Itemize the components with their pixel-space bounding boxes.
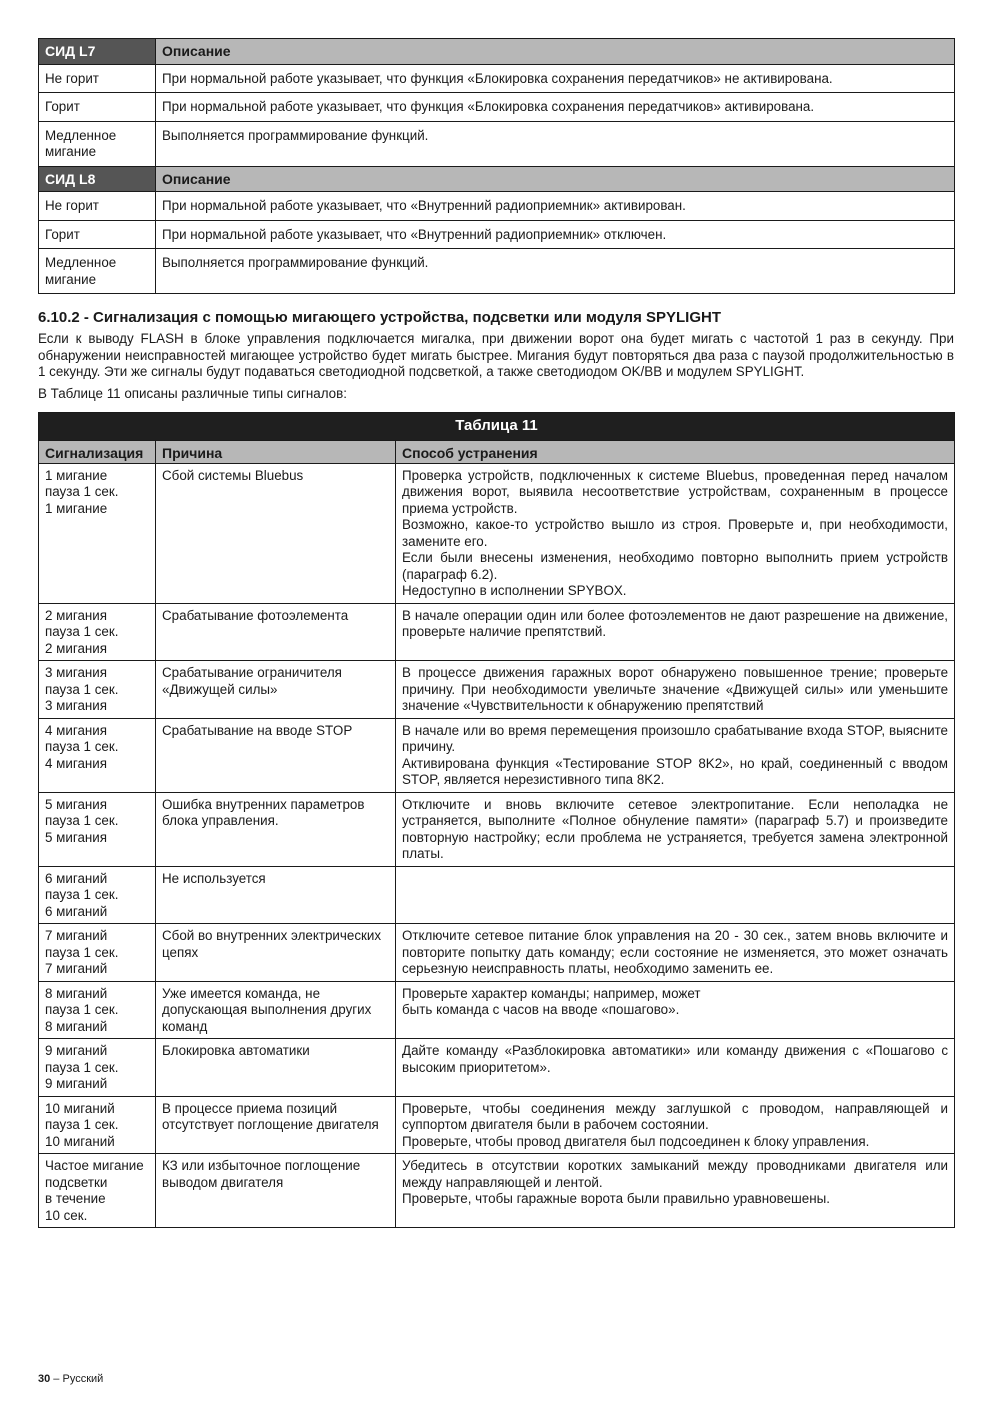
led-description: Выполняется программирование функций. bbox=[156, 121, 955, 166]
remedy-cell bbox=[396, 1154, 955, 1228]
led-row bbox=[39, 93, 955, 122]
cause-cell: Срабатывание на вводе STOP bbox=[156, 718, 396, 792]
page-content bbox=[38, 38, 954, 1228]
remedy-line: Проверьте, чтобы гаражные ворота были правильно уравновешены. bbox=[402, 1191, 830, 1206]
remedy-cell bbox=[396, 1096, 955, 1154]
remedy-cell bbox=[396, 981, 955, 1039]
signal-line: 3 мигания bbox=[45, 698, 108, 713]
signal-line: 6 миганий bbox=[45, 903, 108, 919]
signal-line: 4 мигания bbox=[45, 755, 108, 771]
led-state: Медленное мигание bbox=[39, 249, 156, 294]
led-header-row bbox=[39, 39, 955, 65]
footer-language: Русский bbox=[62, 1373, 104, 1385]
led-header-description: Описание bbox=[156, 39, 955, 65]
remedy-line: Возможно, какое-то устройство вышло из строя. Проверьте и, при необходимости, замените его. bbox=[402, 517, 949, 549]
signal-line: 7 миганий bbox=[45, 961, 108, 976]
led-row bbox=[39, 121, 955, 166]
remedy-cell bbox=[396, 1039, 955, 1097]
signal-cell bbox=[39, 792, 156, 866]
led-description: При нормальной работе указывает, что функция «Блокировка сохранения передатчиков» активирована. bbox=[156, 93, 955, 122]
signal-line: пауза 1 сек. bbox=[45, 739, 119, 754]
page-footer bbox=[38, 1373, 103, 1385]
signal-cell bbox=[39, 718, 156, 792]
signal-line: пауза 1 сек. bbox=[45, 1059, 119, 1075]
signal-line: пауза 1 сек. bbox=[45, 887, 119, 902]
led-row bbox=[39, 64, 955, 93]
remedy-cell bbox=[396, 463, 955, 603]
led-row bbox=[39, 220, 955, 249]
table-row bbox=[39, 1096, 955, 1154]
remedy-line: В процессе движения гаражных ворот обнаружено повышенное трение; проверьте причину. При необходимости увеличьте значение «Движущей силы» или уменьшите значение «Чувствительности к обнаружению препятствий bbox=[402, 665, 949, 713]
led-state: Не горит bbox=[39, 192, 156, 221]
table-row bbox=[39, 1039, 955, 1097]
remedy-line: Проверьте характер команды; например, может bbox=[402, 985, 701, 1001]
signal-line: пауза 1 сек. bbox=[45, 484, 119, 499]
signal-cell bbox=[39, 661, 156, 719]
cause-cell: Сбой во внутренних электрических цепях bbox=[156, 924, 396, 982]
signal-line: 1 мигание bbox=[45, 500, 108, 516]
table-row bbox=[39, 603, 955, 661]
cause-cell: Ошибка внутренних параметров блока управления. bbox=[156, 792, 396, 866]
signal-line: пауза 1 сек. bbox=[45, 681, 119, 697]
section-title: 6.10.2 - Сигнализация с помощью мигающего устройства, подсветки или модуля SPYLIGHT bbox=[38, 309, 721, 326]
remedy-cell bbox=[396, 866, 955, 924]
remedy-cell bbox=[396, 924, 955, 982]
signal-line: 2 мигания bbox=[45, 607, 108, 623]
led-header-description: Описание bbox=[156, 166, 955, 192]
remedy-line: Проверка устройств, подключенных к системе Bluebus, проведенная перед началом движения ворот, выявила несоответствие устройствам, сохраненным в процессе приема устройств. bbox=[402, 467, 949, 516]
remedy-line: Убедитесь в отсутствии коротких замыканий между проводниками двигателя или между направляющей и лентой. bbox=[402, 1158, 949, 1190]
remedy-cell bbox=[396, 661, 955, 719]
table-row bbox=[39, 1154, 955, 1228]
cause-cell: Уже имеется команда, не допускающая выполнения других команд bbox=[156, 981, 396, 1039]
remedy-cell bbox=[396, 718, 955, 792]
signal-line: в течение bbox=[45, 1191, 106, 1206]
led-header-row bbox=[39, 166, 955, 192]
table-row bbox=[39, 661, 955, 719]
signal-line: 8 миганий bbox=[45, 1018, 108, 1034]
remedy-line: Проверьте, чтобы соединения между заглушкой с проводом, направляющей и суппортом двигателя были в рабочем состоянии. bbox=[402, 1100, 949, 1132]
signal-line: 4 мигания bbox=[45, 722, 108, 738]
table-11 bbox=[38, 412, 955, 1228]
signal-line: пауза 1 сек. bbox=[45, 944, 119, 960]
remedy-line: быть команда с часов на вводе «пошагово». bbox=[402, 1002, 680, 1017]
signal-line: 9 миганий bbox=[45, 1043, 108, 1058]
led-description: При нормальной работе указывает, что функция «Блокировка сохранения передатчиков» не активирована. bbox=[156, 64, 955, 93]
column-header-cause: Причина bbox=[156, 440, 396, 463]
led-row bbox=[39, 249, 955, 294]
signal-cell bbox=[39, 1154, 156, 1228]
signal-line: 10 сек. bbox=[45, 1207, 88, 1223]
signal-cell bbox=[39, 1096, 156, 1154]
cause-cell: КЗ или избыточное поглощение выводом двигателя bbox=[156, 1154, 396, 1228]
table-row bbox=[39, 981, 955, 1039]
cause-cell: Срабатывание фотоэлемента bbox=[156, 603, 396, 661]
column-header-signal: Сигнализация bbox=[39, 440, 156, 463]
signal-cell bbox=[39, 463, 156, 603]
signal-line: 9 миганий bbox=[45, 1076, 108, 1091]
led-state: Не горит bbox=[39, 64, 156, 93]
table-caption: Таблица 11 bbox=[39, 413, 955, 441]
table-intro: В Таблице 11 описаны различные типы сигналов: bbox=[38, 385, 347, 401]
led-description: При нормальной работе указывает, что «Внутренний радиоприемник» отключен. bbox=[156, 220, 955, 249]
led-state: Горит bbox=[39, 220, 156, 249]
remedy-line: Недоступно в исполнении SPYBOX. bbox=[402, 583, 627, 598]
signal-line: 10 миганий bbox=[45, 1133, 115, 1149]
signal-line: 3 мигания bbox=[45, 665, 108, 680]
signal-cell bbox=[39, 1039, 156, 1097]
cause-cell: В процессе приема позиций отсутствует поглощение двигателя bbox=[156, 1096, 396, 1154]
remedy-line: В начале операции один или более фотоэлементов не дают разрешение на движение, проверьте наличие препятствий. bbox=[402, 607, 949, 639]
cause-cell: Срабатывание ограничителя «Движущей силы» bbox=[156, 661, 396, 719]
signal-line: 6 миганий bbox=[45, 870, 108, 886]
footer-separator: – bbox=[50, 1373, 63, 1385]
signal-line: Частое мигание подсветки bbox=[45, 1158, 144, 1190]
remedy-line: Проверьте, чтобы провод двигателя был подсоединен к блоку управления. bbox=[402, 1133, 870, 1149]
led-state: Медленное мигание bbox=[39, 121, 156, 166]
table-row bbox=[39, 463, 955, 603]
cause-cell: Не используется bbox=[156, 866, 396, 924]
remedy-line: Дайте команду «Разблокировка автоматики» или команду движения с «Пошагово с высоким приоритетом». bbox=[402, 1043, 949, 1075]
signal-cell bbox=[39, 924, 156, 982]
remedy-line: Отключите и вновь включите сетевое электропитание. Если неполадка не устраняется, выполните «Полное обнуление памяти» (параграф 5.7) и произведите повторную настройку; если проблема не устраняется, требуется замена электронной платы. bbox=[402, 796, 949, 861]
remedy-line: Если были внесены изменения, необходимо повторно выполнить прием устройств (параграф 6.2). bbox=[402, 550, 949, 582]
signal-line: 5 мигания bbox=[45, 829, 108, 845]
signal-line: пауза 1 сек. bbox=[45, 1002, 119, 1017]
led-description: Выполняется программирование функций. bbox=[156, 249, 955, 294]
table-row bbox=[39, 866, 955, 924]
table-row bbox=[39, 792, 955, 866]
cause-cell: Блокировка автоматики bbox=[156, 1039, 396, 1097]
led-header-name: СИД L8 bbox=[39, 166, 156, 192]
column-header-remedy: Способ устранения bbox=[396, 440, 955, 463]
signal-line: 7 миганий bbox=[45, 928, 108, 943]
page-number: 30 bbox=[38, 1373, 51, 1385]
led-header-name: СИД L7 bbox=[39, 39, 156, 65]
signal-cell bbox=[39, 866, 156, 924]
table-row bbox=[39, 924, 955, 982]
signal-line: 10 миганий bbox=[45, 1100, 115, 1116]
signal-line: 1 мигание bbox=[45, 467, 108, 483]
remedy-cell bbox=[396, 792, 955, 866]
signal-line: 8 миганий bbox=[45, 985, 108, 1001]
led-row bbox=[39, 192, 955, 221]
section-paragraph: Если к выводу FLASH в блоке управления подключается мигалка, при движении ворот она будет мигать с частотой 1 раз в секунду. При обнаружении неисправностей мигающее устройство будет мигать быстрее. Мигания будут повторяться два раза с паузой продолжительностью в 1 секунду. Эти же сигналы будут подаваться светодиодной подсветкой, а также светодиодом OK/BB и модулем SPYLIGHT. bbox=[38, 331, 954, 379]
remedy-cell bbox=[396, 603, 955, 661]
signal-line: 5 мигания bbox=[45, 796, 108, 812]
signal-line: пауза 1 сек. bbox=[45, 1117, 119, 1132]
cause-cell: Сбой системы Bluebus bbox=[156, 463, 396, 603]
led-state: Горит bbox=[39, 93, 156, 122]
signal-line: 2 мигания bbox=[45, 640, 108, 656]
remedy-line: Отключите сетевое питание блок управления на 20 - 30 сек., затем вновь включите и повторите попытку дать команду; если состояние не изменяется, это может означать серьезную неисправность платы, необходимо заменить ее. bbox=[402, 928, 949, 976]
signal-cell bbox=[39, 981, 156, 1039]
led-description: При нормальной работе указывает, что «Внутренний радиоприемник» активирован. bbox=[156, 192, 955, 221]
led-status-table bbox=[38, 38, 955, 294]
table-row bbox=[39, 718, 955, 792]
signal-line: пауза 1 сек. bbox=[45, 624, 119, 639]
remedy-line: Активирована функция «Тестирование STOP 8K2», но край, соединенный с вводом STOP, является нерезистивного типа 8K2. bbox=[402, 755, 949, 787]
signal-cell bbox=[39, 603, 156, 661]
remedy-line: В начале или во время перемещения произошло срабатывание входа STOP, выясните причину. bbox=[402, 722, 949, 754]
signal-line: пауза 1 сек. bbox=[45, 813, 119, 828]
